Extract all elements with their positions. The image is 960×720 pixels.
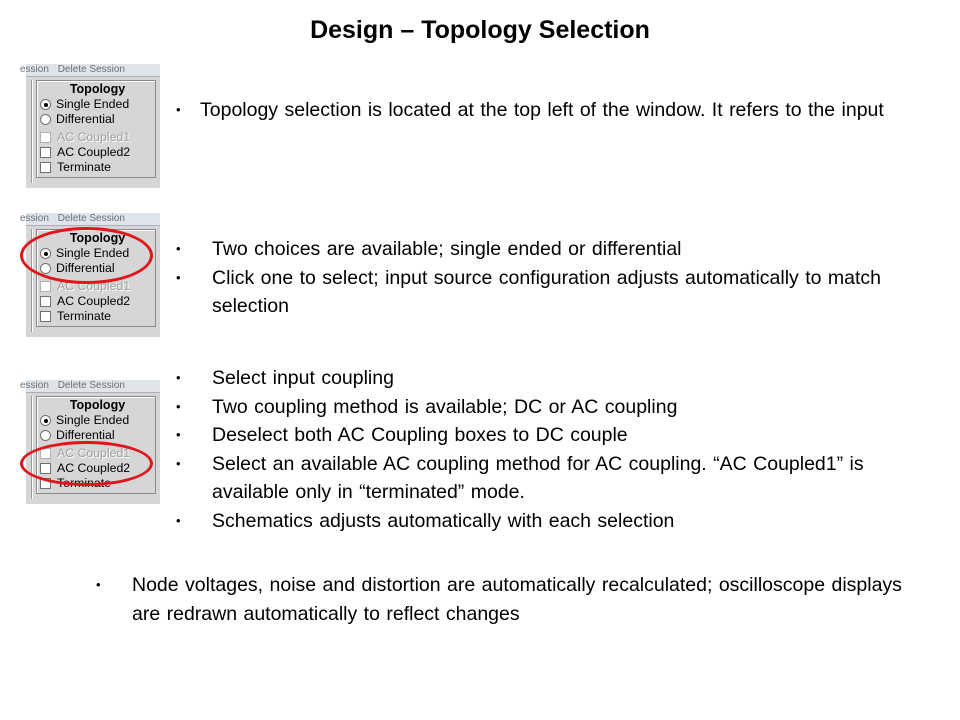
topology-group-title: Topology [69, 231, 126, 245]
bullet-item: • Click one to select; input source configuration adjusts automatically to match selection [176, 264, 906, 321]
single-ended-radio[interactable]: Single Ended [40, 97, 155, 112]
radio-selected-icon [40, 248, 51, 259]
topology-panel-screenshot [20, 213, 160, 337]
bullet-item: • Node voltages, noise and distortion are automatically recalculated; oscilloscope displays are redrawn automatically to reflect changes [96, 571, 916, 628]
radio-selected-icon [40, 415, 51, 426]
ac-coupled2-checkbox[interactable]: AC Coupled2 [40, 294, 155, 309]
bullet-icon: • [176, 102, 181, 117]
session-toolbar: ession Delete Session [26, 380, 160, 393]
topology-group [36, 80, 156, 178]
single-ended-radio[interactable]: Single Ended [40, 413, 155, 428]
bullet-icon: • [176, 427, 181, 442]
bullets-section-4 [96, 571, 916, 628]
slide-title: Design – Topology Selection [310, 16, 650, 44]
bullet-icon: • [176, 455, 181, 471]
bullet-item: • Two choices are available; single ended or differential [176, 235, 906, 264]
checkbox-icon [40, 478, 51, 489]
divider [31, 229, 33, 332]
radio-unselected-icon [40, 114, 51, 125]
topology-group [36, 229, 156, 327]
radio-unselected-icon [40, 430, 51, 441]
checkbox-icon [40, 132, 51, 143]
bullet-icon: • [176, 398, 181, 414]
single-ended-radio[interactable]: Single Ended [40, 246, 155, 261]
differential-radio[interactable]: Differential [40, 261, 155, 276]
divider [31, 396, 33, 499]
radio-selected-icon [40, 99, 51, 110]
bullets-section-2 [176, 235, 906, 321]
checkbox-icon [40, 311, 51, 322]
delete-session-button[interactable]: Delete Session [57, 64, 125, 75]
terminate-checkbox[interactable]: Terminate [40, 476, 155, 491]
bullet-item: • Topology selection is located at the top left of the window. It refers to the input [176, 96, 946, 125]
radio-unselected-icon [40, 263, 51, 274]
terminate-checkbox[interactable]: Terminate [40, 160, 155, 175]
topology-group-title: Topology [69, 82, 126, 96]
bullet-icon: • [176, 370, 181, 385]
divider [31, 80, 33, 183]
checkbox-icon [40, 147, 51, 158]
bullet-icon: • [176, 269, 181, 285]
checkbox-icon [40, 162, 51, 173]
session-toolbar: ession Delete Session [26, 64, 160, 77]
ac-coupled1-checkbox: AC Coupled1 [40, 446, 155, 461]
bullet-icon: • [176, 512, 181, 528]
delete-session-button[interactable]: Delete Session [57, 213, 125, 224]
differential-radio[interactable]: Differential [40, 428, 155, 443]
bullet-item: • Select an available AC coupling method for AC coupling. “AC Coupled1” is available only in “terminated” mode. [176, 450, 926, 507]
differential-radio[interactable]: Differential [40, 112, 155, 127]
ac-coupled2-checkbox[interactable]: AC Coupled2 [40, 461, 155, 476]
bullet-item: • Select input coupling [176, 364, 926, 393]
checkbox-icon [40, 281, 51, 292]
bullet-item: • Schematics adjusts automatically with each selection [176, 507, 926, 536]
topology-panel-screenshot [20, 64, 160, 188]
bullets-section-1 [176, 96, 946, 125]
bullet-item: • Two coupling method is available; DC or AC coupling [176, 393, 926, 422]
ac-coupled2-checkbox[interactable]: AC Coupled2 [40, 145, 155, 160]
checkbox-icon [40, 296, 51, 307]
topology-group-title: Topology [69, 398, 126, 412]
checkbox-icon [40, 463, 51, 474]
delete-session-button[interactable]: Delete Session [57, 380, 125, 391]
bullet-icon: • [96, 577, 101, 592]
bullet-item: • Deselect both AC Coupling boxes to DC couple [176, 421, 926, 450]
session-toolbar: ession Delete Session [26, 213, 160, 226]
topology-group [36, 396, 156, 494]
ac-coupled1-checkbox: AC Coupled1 [40, 279, 155, 294]
bullets-section-3 [176, 364, 926, 535]
topology-panel-screenshot [20, 380, 160, 504]
checkbox-icon [40, 448, 51, 459]
ac-coupled1-checkbox: AC Coupled1 [40, 130, 155, 145]
bullet-icon: • [176, 241, 181, 256]
terminate-checkbox[interactable]: Terminate [40, 309, 155, 324]
